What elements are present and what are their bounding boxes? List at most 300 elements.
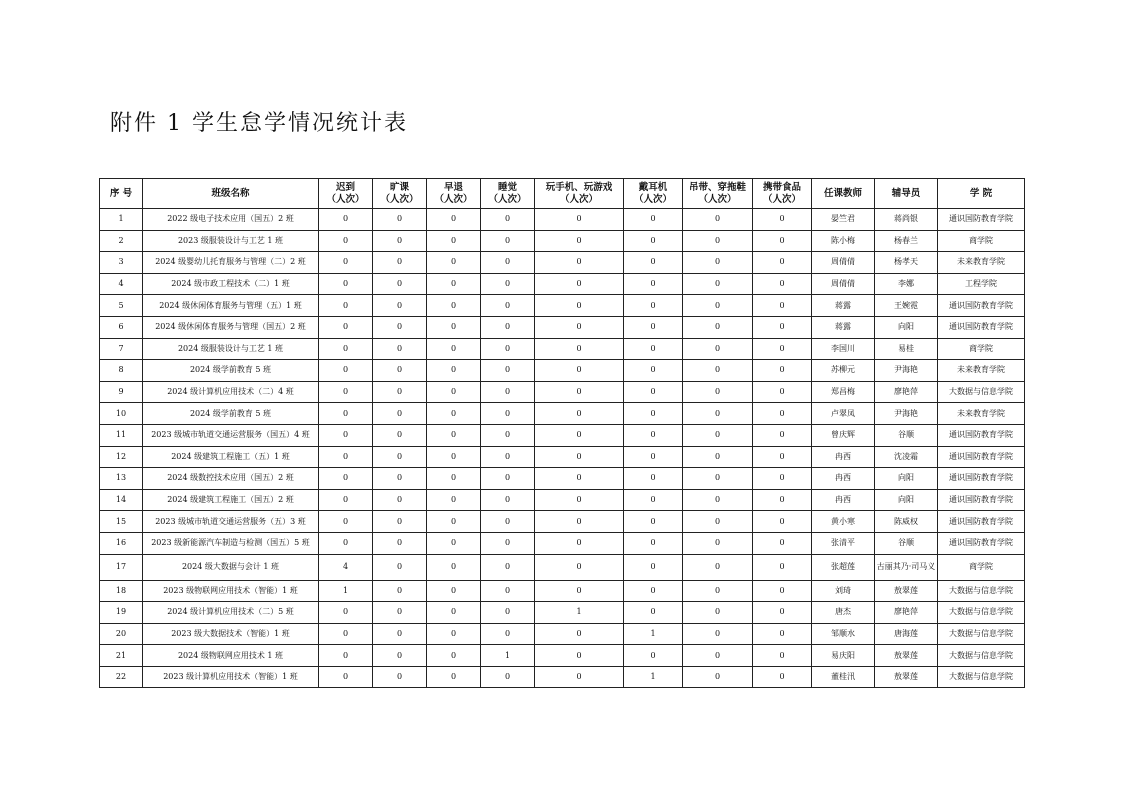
table-body [100,209,1025,688]
cell-early: 0 [427,295,481,317]
cell-sleep: 0 [481,381,535,403]
cell-class: 2024 级学前教育 5 班 [143,403,319,425]
cell-sleep: 0 [481,252,535,274]
cell-college: 未来教育学院 [938,360,1025,382]
cell-food: 0 [753,403,812,425]
cell-sleep: 0 [481,338,535,360]
cell-sling: 0 [683,403,753,425]
cell-food: 0 [753,295,812,317]
cell-food: 0 [753,273,812,295]
cell-sling: 0 [683,554,753,580]
cell-counselor: 敖翠莲 [875,580,938,602]
stats-table [99,178,1025,688]
cell-seq: 15 [100,511,143,533]
cell-counselor: 敖翠莲 [875,645,938,667]
cell-teacher: 唐杰 [812,602,875,624]
cell-sleep: 0 [481,360,535,382]
table-row [100,273,1025,295]
cell-food: 0 [753,209,812,231]
table-row [100,252,1025,274]
cell-absent: 0 [373,468,427,490]
cell-early: 0 [427,489,481,511]
cell-teacher: 陈小梅 [812,230,875,252]
cell-college: 大数据与信息学院 [938,580,1025,602]
cell-early: 0 [427,381,481,403]
cell-food: 0 [753,424,812,446]
cell-late: 0 [319,468,373,490]
cell-early: 0 [427,554,481,580]
table-row [100,645,1025,667]
cell-sleep: 0 [481,446,535,468]
cell-earphone: 1 [624,623,683,645]
cell-college: 大数据与信息学院 [938,602,1025,624]
header-absent: 旷课 （人次） [373,179,427,209]
cell-counselor: 李娜 [875,273,938,295]
cell-counselor: 古丽其乃·司马义 [875,554,938,580]
cell-sling: 0 [683,424,753,446]
table-row [100,381,1025,403]
header-sling: 吊带、穿拖鞋 （人次） [683,179,753,209]
header-earphone: 戴耳机 （人次） [624,179,683,209]
cell-food: 0 [753,580,812,602]
cell-seq: 16 [100,532,143,554]
cell-counselor: 陈威权 [875,511,938,533]
cell-class: 2024 级市政工程技术（二）1 班 [143,273,319,295]
cell-teacher: 冉西 [812,468,875,490]
cell-seq: 6 [100,316,143,338]
cell-teacher: 苏柳元 [812,360,875,382]
table-row [100,230,1025,252]
cell-late: 0 [319,446,373,468]
cell-college: 大数据与信息学院 [938,666,1025,688]
table-row [100,468,1025,490]
table-header-row [100,179,1025,209]
cell-teacher: 董桂汛 [812,666,875,688]
cell-sleep: 1 [481,645,535,667]
cell-class: 2024 级婴幼儿托育服务与管理（二）2 班 [143,252,319,274]
cell-teacher: 邹顺水 [812,623,875,645]
cell-sleep: 0 [481,489,535,511]
cell-class: 2024 级计算机应用技术（二）4 班 [143,381,319,403]
header-early: 早退 （人次） [427,179,481,209]
cell-early: 0 [427,511,481,533]
cell-absent: 0 [373,489,427,511]
cell-late: 0 [319,209,373,231]
cell-late: 0 [319,666,373,688]
table-row [100,666,1025,688]
cell-phone: 0 [535,554,624,580]
cell-class: 2024 级大数据与会计 1 班 [143,554,319,580]
cell-seq: 13 [100,468,143,490]
cell-absent: 0 [373,360,427,382]
cell-seq: 14 [100,489,143,511]
cell-sleep: 0 [481,623,535,645]
cell-food: 0 [753,252,812,274]
cell-absent: 0 [373,209,427,231]
cell-late: 0 [319,424,373,446]
cell-phone: 1 [535,602,624,624]
cell-sling: 0 [683,252,753,274]
cell-late: 0 [319,489,373,511]
cell-teacher: 蒋露 [812,316,875,338]
cell-absent: 0 [373,316,427,338]
cell-college: 未来教育学院 [938,252,1025,274]
cell-college: 未来教育学院 [938,403,1025,425]
cell-college: 通识国防教育学院 [938,532,1025,554]
header-late: 迟到 （人次） [319,179,373,209]
cell-earphone: 1 [624,666,683,688]
header-sleep: 睡觉 （人次） [481,179,535,209]
cell-seq: 12 [100,446,143,468]
cell-late: 0 [319,360,373,382]
cell-food: 0 [753,360,812,382]
cell-late: 0 [319,252,373,274]
cell-late: 1 [319,580,373,602]
cell-early: 0 [427,209,481,231]
cell-teacher: 李国川 [812,338,875,360]
cell-absent: 0 [373,424,427,446]
cell-food: 0 [753,623,812,645]
cell-sleep: 0 [481,230,535,252]
cell-late: 0 [319,381,373,403]
cell-college: 通识国防教育学院 [938,511,1025,533]
cell-late: 0 [319,602,373,624]
table-row [100,602,1025,624]
cell-sling: 0 [683,273,753,295]
cell-class: 2024 级休闲体育服务与管理（国五）2 班 [143,316,319,338]
cell-sling: 0 [683,209,753,231]
cell-food: 0 [753,230,812,252]
table-row [100,532,1025,554]
cell-earphone: 0 [624,489,683,511]
cell-counselor: 沈凌霜 [875,446,938,468]
cell-earphone: 0 [624,645,683,667]
table-row [100,489,1025,511]
table-row [100,511,1025,533]
header-seq: 序 号 [100,179,143,209]
table-row [100,403,1025,425]
cell-class: 2023 级服装设计与工艺 1 班 [143,230,319,252]
cell-sling: 0 [683,602,753,624]
cell-sling: 0 [683,580,753,602]
cell-seq: 5 [100,295,143,317]
table-row [100,360,1025,382]
cell-counselor: 谷顺 [875,532,938,554]
cell-earphone: 0 [624,230,683,252]
cell-teacher: 卢翠凤 [812,403,875,425]
cell-earphone: 0 [624,554,683,580]
cell-sling: 0 [683,666,753,688]
cell-sling: 0 [683,316,753,338]
cell-phone: 0 [535,645,624,667]
cell-phone: 0 [535,468,624,490]
cell-sling: 0 [683,381,753,403]
cell-earphone: 0 [624,446,683,468]
cell-food: 0 [753,468,812,490]
cell-earphone: 0 [624,532,683,554]
cell-seq: 2 [100,230,143,252]
cell-sling: 0 [683,360,753,382]
cell-college: 工程学院 [938,273,1025,295]
cell-sleep: 0 [481,666,535,688]
cell-phone: 0 [535,580,624,602]
cell-teacher: 易庆阳 [812,645,875,667]
cell-college: 通识国防教育学院 [938,295,1025,317]
cell-sling: 0 [683,511,753,533]
cell-counselor: 尹海艳 [875,403,938,425]
cell-absent: 0 [373,446,427,468]
cell-phone: 0 [535,403,624,425]
cell-early: 0 [427,468,481,490]
table-row [100,554,1025,580]
cell-teacher: 冉西 [812,489,875,511]
cell-class: 2024 级建筑工程施工（五）1 班 [143,446,319,468]
cell-absent: 0 [373,666,427,688]
cell-earphone: 0 [624,295,683,317]
cell-seq: 17 [100,554,143,580]
cell-sling: 0 [683,645,753,667]
table-row [100,623,1025,645]
cell-college: 商学院 [938,554,1025,580]
table-row [100,338,1025,360]
cell-late: 0 [319,230,373,252]
cell-seq: 9 [100,381,143,403]
cell-food: 0 [753,489,812,511]
cell-earphone: 0 [624,209,683,231]
cell-counselor: 向阳 [875,468,938,490]
cell-earphone: 0 [624,468,683,490]
cell-absent: 0 [373,602,427,624]
cell-phone: 0 [535,381,624,403]
cell-college: 大数据与信息学院 [938,623,1025,645]
cell-absent: 0 [373,273,427,295]
cell-absent: 0 [373,230,427,252]
cell-seq: 10 [100,403,143,425]
cell-class: 2023 级城市轨道交通运营服务（五）3 班 [143,511,319,533]
cell-phone: 0 [535,230,624,252]
cell-sleep: 0 [481,403,535,425]
cell-college: 通识国防教育学院 [938,209,1025,231]
cell-sleep: 0 [481,316,535,338]
cell-college: 通识国防教育学院 [938,446,1025,468]
cell-absent: 0 [373,645,427,667]
cell-late: 0 [319,338,373,360]
cell-class: 2023 级物联网应用技术（智能）1 班 [143,580,319,602]
cell-phone: 0 [535,532,624,554]
cell-absent: 0 [373,403,427,425]
table-row [100,209,1025,231]
cell-sleep: 0 [481,602,535,624]
cell-late: 0 [319,273,373,295]
cell-class: 2024 级计算机应用技术（二）5 班 [143,602,319,624]
cell-teacher: 张清平 [812,532,875,554]
cell-food: 0 [753,316,812,338]
cell-seq: 19 [100,602,143,624]
cell-absent: 0 [373,580,427,602]
cell-earphone: 0 [624,602,683,624]
cell-seq: 4 [100,273,143,295]
cell-class: 2024 级学前教育 5 班 [143,360,319,382]
cell-counselor: 尹海艳 [875,360,938,382]
cell-college: 商学院 [938,230,1025,252]
cell-sling: 0 [683,338,753,360]
cell-earphone: 0 [624,403,683,425]
table-row [100,316,1025,338]
cell-phone: 0 [535,623,624,645]
cell-early: 0 [427,424,481,446]
cell-earphone: 0 [624,252,683,274]
cell-counselor: 敖翠莲 [875,666,938,688]
cell-counselor: 蒋尚银 [875,209,938,231]
cell-phone: 0 [535,489,624,511]
cell-early: 0 [427,580,481,602]
cell-teacher: 周倩倩 [812,273,875,295]
cell-sling: 0 [683,532,753,554]
cell-teacher: 黄小寒 [812,511,875,533]
cell-phone: 0 [535,666,624,688]
cell-early: 0 [427,645,481,667]
cell-earphone: 0 [624,580,683,602]
cell-absent: 0 [373,252,427,274]
cell-late: 0 [319,623,373,645]
cell-phone: 0 [535,424,624,446]
cell-sleep: 0 [481,468,535,490]
cell-sling: 0 [683,446,753,468]
cell-counselor: 向阳 [875,489,938,511]
cell-phone: 0 [535,209,624,231]
cell-class: 2024 级服装设计与工艺 1 班 [143,338,319,360]
cell-early: 0 [427,338,481,360]
cell-college: 通识国防教育学院 [938,468,1025,490]
cell-late: 0 [319,295,373,317]
cell-college: 通识国防教育学院 [938,424,1025,446]
cell-food: 0 [753,554,812,580]
cell-absent: 0 [373,623,427,645]
cell-late: 4 [319,554,373,580]
cell-sling: 0 [683,623,753,645]
cell-class: 2023 级城市轨道交通运营服务（国五）4 班 [143,424,319,446]
cell-sling: 0 [683,230,753,252]
cell-counselor: 谷顺 [875,424,938,446]
cell-food: 0 [753,666,812,688]
cell-sling: 0 [683,468,753,490]
cell-early: 0 [427,360,481,382]
cell-counselor: 王婉霓 [875,295,938,317]
header-counselor: 辅导员 [875,179,938,209]
cell-college: 大数据与信息学院 [938,645,1025,667]
cell-counselor: 杨孝天 [875,252,938,274]
cell-class: 2024 级物联网应用技术 1 班 [143,645,319,667]
cell-college: 通识国防教育学院 [938,489,1025,511]
cell-teacher: 冉西 [812,446,875,468]
page-title: 附件 1 学生怠学情况统计表 [110,111,408,136]
cell-seq: 11 [100,424,143,446]
cell-absent: 0 [373,532,427,554]
cell-food: 0 [753,381,812,403]
cell-early: 0 [427,316,481,338]
cell-earphone: 0 [624,338,683,360]
header-phone: 玩手机、玩游戏 （人次） [535,179,624,209]
cell-earphone: 0 [624,360,683,382]
cell-sleep: 0 [481,580,535,602]
cell-early: 0 [427,666,481,688]
cell-teacher: 刘琦 [812,580,875,602]
cell-teacher: 周倩倩 [812,252,875,274]
cell-phone: 0 [535,511,624,533]
cell-early: 0 [427,602,481,624]
cell-counselor: 廖艳萍 [875,381,938,403]
cell-absent: 0 [373,554,427,580]
cell-sleep: 0 [481,511,535,533]
cell-phone: 0 [535,316,624,338]
cell-teacher: 张超莲 [812,554,875,580]
cell-early: 0 [427,446,481,468]
cell-teacher: 蒋露 [812,295,875,317]
cell-food: 0 [753,511,812,533]
cell-phone: 0 [535,273,624,295]
cell-phone: 0 [535,446,624,468]
cell-absent: 0 [373,338,427,360]
cell-sleep: 0 [481,295,535,317]
cell-early: 0 [427,403,481,425]
cell-seq: 3 [100,252,143,274]
table-row [100,580,1025,602]
cell-phone: 0 [535,252,624,274]
cell-class: 2022 级电子技术应用（国五）2 班 [143,209,319,231]
cell-seq: 7 [100,338,143,360]
table-row [100,446,1025,468]
cell-seq: 20 [100,623,143,645]
cell-counselor: 唐海莲 [875,623,938,645]
cell-counselor: 向阳 [875,316,938,338]
cell-college: 商学院 [938,338,1025,360]
cell-earphone: 0 [624,511,683,533]
cell-class: 2024 级建筑工程施工（国五）2 班 [143,489,319,511]
cell-food: 0 [753,532,812,554]
header-food: 携带食品 （人次） [753,179,812,209]
cell-food: 0 [753,602,812,624]
cell-late: 0 [319,403,373,425]
cell-seq: 8 [100,360,143,382]
cell-sleep: 0 [481,554,535,580]
cell-counselor: 杨春兰 [875,230,938,252]
cell-late: 0 [319,316,373,338]
cell-absent: 0 [373,381,427,403]
cell-class: 2023 级新能源汽车制造与检测（国五）5 班 [143,532,319,554]
cell-absent: 0 [373,295,427,317]
cell-college: 大数据与信息学院 [938,381,1025,403]
cell-earphone: 0 [624,381,683,403]
cell-early: 0 [427,532,481,554]
header-college: 学 院 [938,179,1025,209]
cell-teacher: 晏竺君 [812,209,875,231]
cell-phone: 0 [535,360,624,382]
cell-sleep: 0 [481,273,535,295]
cell-class: 2024 级数控技术应用（国五）2 班 [143,468,319,490]
cell-class: 2023 级计算机应用技术（智能）1 班 [143,666,319,688]
table-row [100,295,1025,317]
cell-late: 0 [319,532,373,554]
cell-early: 0 [427,230,481,252]
cell-phone: 0 [535,295,624,317]
cell-class: 2024 级休闲体育服务与管理（五）1 班 [143,295,319,317]
cell-sleep: 0 [481,532,535,554]
cell-early: 0 [427,273,481,295]
cell-teacher: 郑昌梅 [812,381,875,403]
cell-seq: 18 [100,580,143,602]
cell-sleep: 0 [481,424,535,446]
cell-earphone: 0 [624,316,683,338]
